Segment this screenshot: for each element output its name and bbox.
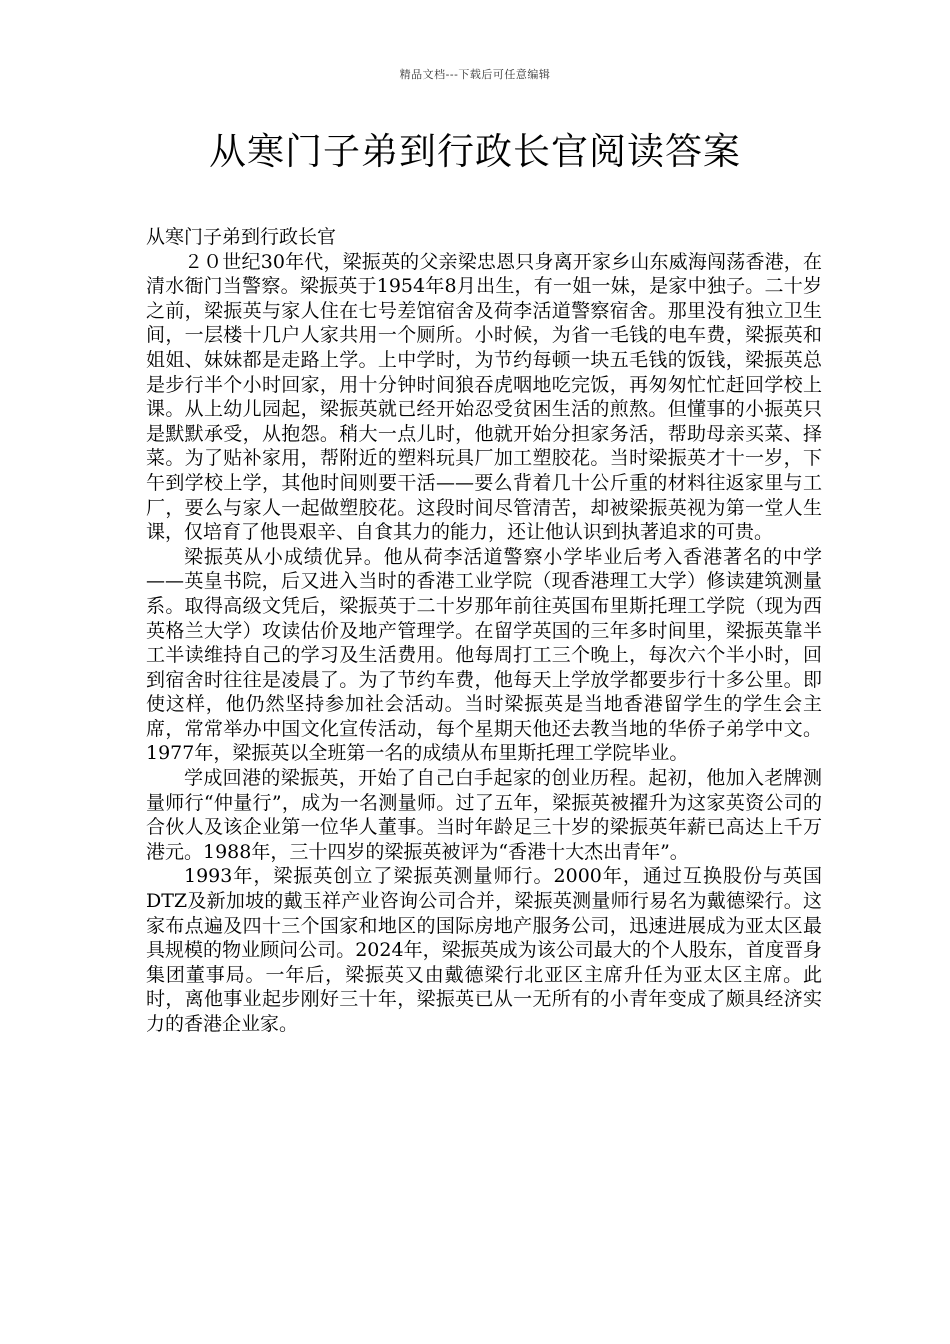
paragraph-2: 梁振英从小成绩优异。他从荷李活道警察小学毕业后考入香港著名的中学——英皇书院，后又进入当时的香港工业学院（现香港理工大学）修读建筑测量系。取得高级文凭后，梁振英于二十岁那年前往英国布里斯托理工学院（现为西英格兰大学）攻读估价及地产管理学。在留学英国的三年多时间里，梁振英靠半工半读维持自己的学习及生活费用。他每周打工三个晚上，每次六个半小时，回到宿舍时往往是凌晨了。为了节约车费，他每天上学放学都要步行十多公里。即使这样，他仍然坚持参加社会活动。当时梁振英是当地香港留学生的学生会主席，常常举办中国文化宣传活动，每个星期天他还去教当地的华侨子弟学中文。1977年，梁振英以全班第一名的成绩从布里斯托理工学院毕业。 [146,545,822,765]
article-body [146,225,822,1037]
paragraph-3: 学成回港的梁振英，开始了自己白手起家的创业历程。起初，他加入老牌测量师行“仲量行”，成为一名测量师。过了五年，梁振英被擢升为这家英资公司的合伙人及该企业第一位华人董事。当时年龄足三十岁的梁振英年薪已高达上千万港元。1988年，三十四岁的梁振英被评为“香港十大杰出青年”。 [146,767,822,863]
paragraph-1: ２０世纪30年代，梁振英的父亲梁忠恩只身离开家乡山东威海闯荡香港，在清水衙门当警察。梁振英于1954年8月出生，有一姐一妹，是家中独子。二十岁之前，梁振英与家人住在七号差馆宿舍及荷李活道警察宿舍。那里没有独立卫生间，一层楼十几户人家共用一个厕所。小时候，为省一毛钱的电车费，梁振英和姐姐、妹妹都是走路上学。上中学时，为节约每顿一块五毛钱的饭钱，梁振英总是步行半个小时回家，用十分钟时间狼吞虎咽地吃完饭，再匆匆忙忙赶回学校上课。从上幼儿园起，梁振英就已经开始忍受贫困生活的煎熬。但懂事的小振英只是默默承受，从抱怨。稍大一点儿时，他就开始分担家务活，帮助母亲买菜、择菜。为了贴补家用，帮附近的塑料玩具厂加工塑胶花。当时梁振英才十一岁，下午到学校上学，其他时间则要干活——要么背着几十公斤重的材料往返家里与工厂，要么与家人一起做塑胶花。这段时间尽管清苦，却被梁振英视为第一堂人生课，仅培育了他畏艰辛、自食其力的能力，还让他认识到执著追求的可贵。 [146,250,822,544]
article-subtitle: 从寒门子弟到行政长官 [146,226,337,248]
page-title: 从寒门子弟到行政长官阅读答案 [209,130,741,173]
paragraph-4: 1993年，梁振英创立了梁振英测量师行。2000年，通过互换股份与英国DTZ及新加坡的戴玉祥产业咨询公司合并，梁振英测量师行易名为戴德梁行。这家布点遍及四十三个国家和地区的国际房地产服务公司，迅速进展成为亚太区最具规模的物业顾问公司。2024年，梁振英成为该公司最大的个人股东，首度晋身集团董事局。一年后，梁振英又由戴德梁行北亚区主席升任为亚太区主席。此时，离他事业起步刚好三十年，梁振英已从一无所有的小青年变成了颇具经济实力的香港企业家。 [146,865,822,1035]
header-note: 精品文档---下载后可任意编辑 [399,68,551,81]
